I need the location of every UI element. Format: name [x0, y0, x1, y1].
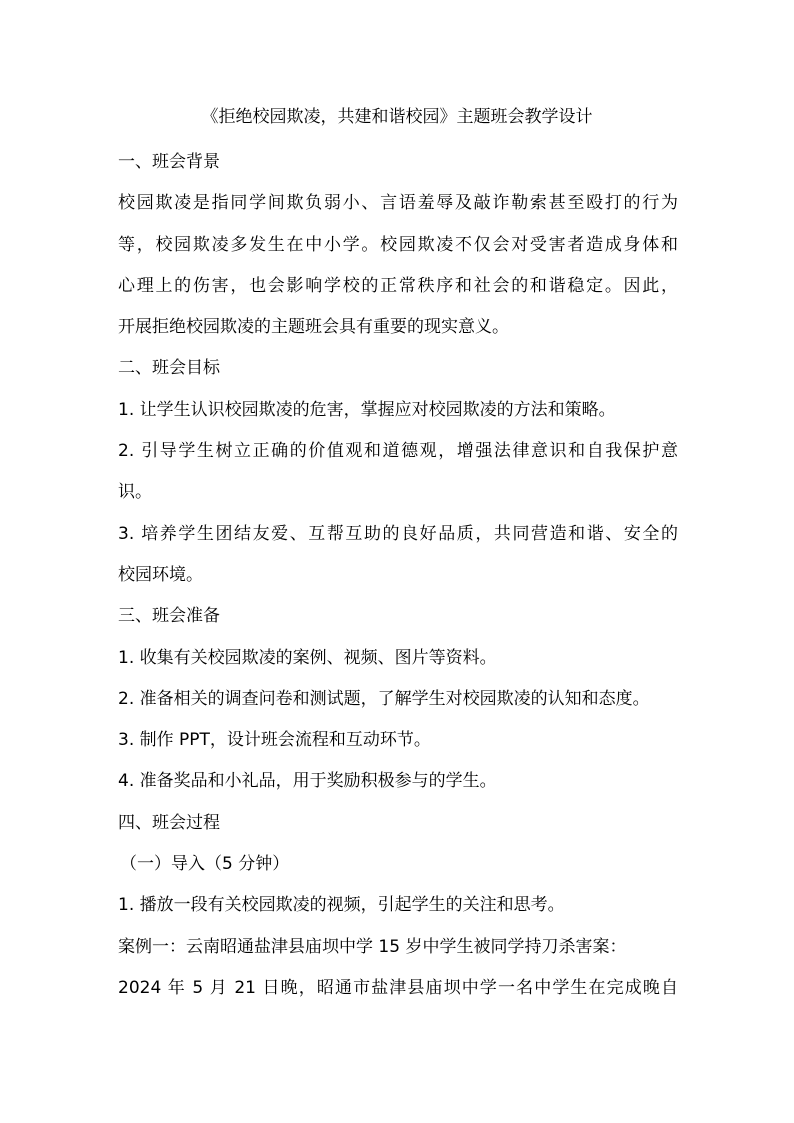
section-heading-goals: 二、班会目标 [118, 358, 220, 379]
document-body [118, 142, 678, 1009]
list-item: 1. 收集有关校园欺凌的案例、视频、图片等资料。 [118, 647, 497, 668]
paragraph-line: 心理上的伤害，也会影响学校的正常秩序和社会的和谐稳定。因此， [118, 275, 678, 296]
case-heading: 案例一：云南昭通盐津县庙坝中学 15 岁中学生被同学持刀杀害案： [118, 936, 627, 957]
paragraph-line: 校园欺凌是指同学间欺负弱小、言语羞辱及敲诈勒索甚至殴打的行为 [118, 193, 678, 214]
section-heading-background: 一、班会背景 [118, 152, 220, 172]
list-item: 2. 准备相关的调查问卷和测试题，了解学生对校园欺凌的认知和态度。 [118, 688, 650, 709]
document-title: 《拒绝校园欺凌，共建和谐校园》主题班会教学设计 [201, 107, 593, 127]
paragraph-line: 2024 年 5 月 21 日晚，昭通市盐津县庙坝中学一名中学生在完成晚自 [118, 977, 678, 998]
list-item: 1. 播放一段有关校园欺凌的视频，引起学生的关注和思考。 [118, 895, 565, 916]
list-item: 4. 准备奖品和小礼品，用于奖励积极参与的学生。 [118, 771, 497, 792]
list-item: 3. 培养学生团结友爱、互帮互助的良好品质，共同营造和谐、安全的 [118, 523, 678, 544]
section-heading-preparation: 三、班会准备 [118, 606, 220, 627]
list-item: 2. 引导学生树立正确的价值观和道德观，增强法律意识和自我保护意 [118, 441, 678, 462]
paragraph-line: 开展拒绝校园欺凌的主题班会具有重要的现实意义。 [118, 317, 509, 338]
paragraph-line: 等，校园欺凌多发生在中小学。校园欺凌不仅会对受害者造成身体和 [118, 234, 678, 255]
list-item: 1. 让学生认识校园欺凌的危害，掌握应对校园欺凌的方法和策略。 [118, 399, 616, 420]
list-item-continuation: 校园环境。 [118, 564, 203, 585]
subsection-heading: （一）导入（5 分钟） [120, 854, 290, 875]
list-item: 3. 制作 PPT，设计班会流程和互动环节。 [118, 730, 431, 751]
section-heading-process: 四、班会过程 [118, 812, 220, 833]
list-item-continuation: 识。 [118, 482, 152, 503]
